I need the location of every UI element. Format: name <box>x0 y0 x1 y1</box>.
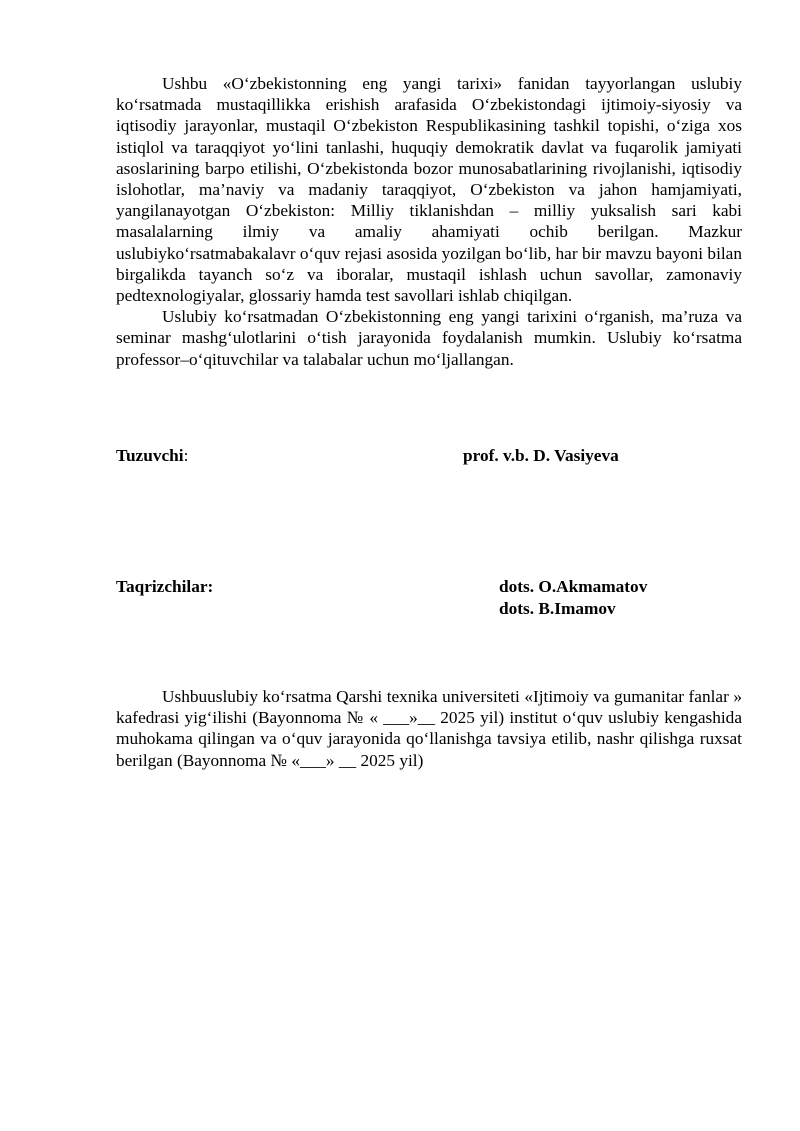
compiler-label: Tuzuvchi <box>116 446 184 465</box>
compiler-colon: : <box>183 446 189 465</box>
intro-paragraph-2: Uslubiy ko‘rsatmadan O‘zbekistonning eng yangi tarixini o‘rganish, ma’ruza va seminar mashg‘ulotlarini o‘tish jarayonida foydalanish mumkin. Uslubiy ko‘rsatma professor–o‘qituvchilar va talabalar uchun mo‘ljallangan. <box>116 307 742 369</box>
approval-section <box>116 686 742 771</box>
compiler-label-group <box>116 445 188 466</box>
compiler-name: prof. v.b. D. Vasiyeva <box>463 446 619 465</box>
reviewer-name-1: dots. O.Akmamatov <box>499 577 648 596</box>
reviewer-name-2: dots. B.Imamov <box>499 599 616 618</box>
intro-paragraph-1: Ushbu «O‘zbekistonning eng yangi tarixi» fanidan tayyorlangan uslubiy ko‘rsatmada mustaqillikka erishish arafasida O‘zbekistondagi ijtimoiy-siyosiy va iqtisodiy jarayonlar, mustaqil O‘zbekiston Respublikasining tashkil topishi, o‘ziga xos istiqlol va taraqqiyot yo‘lini tanlashi, huquqiy demokratik davlat va fuqarolik jamiyati asoslarining barpo etilishi, O‘zbekistonda bozor munosabatlarining rivojlanishi, iqtisodiy islohotlar, ma’naviy va madaniy taraqqiyot, O‘zbekiston va jahon hamjamiyati, yangilanayotgan O‘zbekiston: Milliy tiklanishdan – milliy yuksalish sari kabi masalalarning ilmiy va amaliy ahamiyati ochib berilgan. Mazkur uslubiyko‘rsatmabakalavr o‘quv rejasi asosida yozilgan bo‘lib, har bir mavzu bayoni bilan birgalikda tayanch so‘z va iboralar, mustaqil ishlash uchun savollar, zamonaviy pedtexnologiyalar, glossariy hamda test savollari ishlab chiqilgan. <box>116 74 742 306</box>
approval-paragraph: Ushbuuslubiy ko‘rsatma Qarshi texnika universiteti «Ijtimoiy va gumanitar fanlar » kafedrasi yig‘ilishi (Bayonnoma № « ___»__ 2025 yil) institut o‘quv uslubiy kengashida muhokama qilingan va o‘quv jarayonida qo‘llanishga tavsiya etilib, nashr qilishga ruxsat berilgan (Bayonnoma № «___» __ 2025 yil) <box>116 687 742 770</box>
reviewers-label: Taqrizchilar: <box>116 577 214 596</box>
intro-section <box>116 73 742 370</box>
